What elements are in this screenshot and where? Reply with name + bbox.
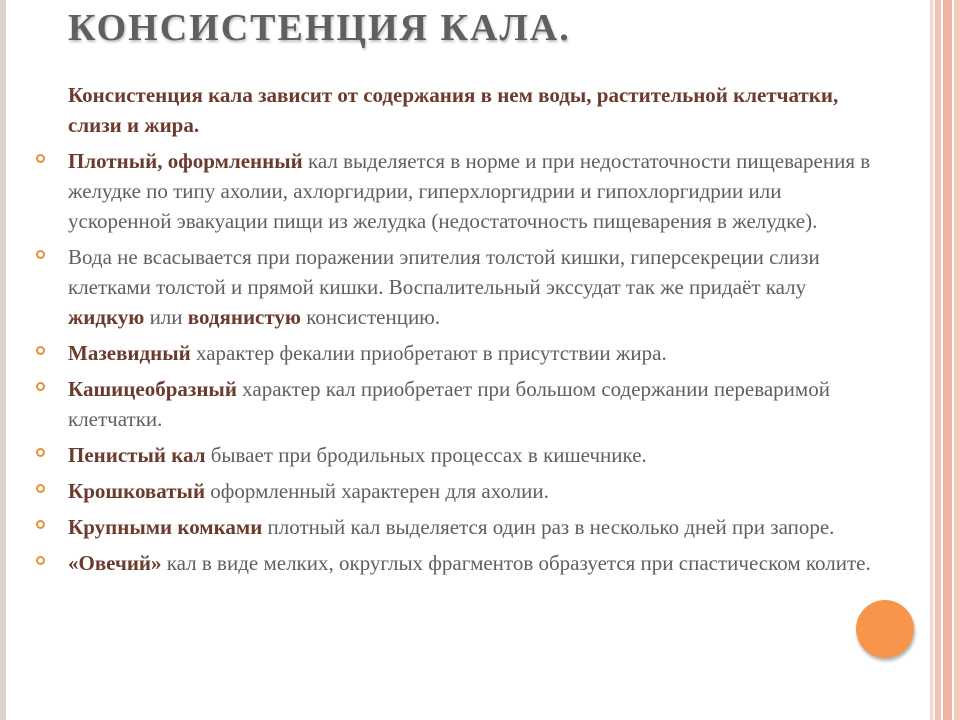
bullet-icon: [36, 484, 45, 493]
slide-title: КОНСИСТЕНЦИЯ КАЛА.: [68, 7, 571, 49]
list-item: [34, 374, 884, 434]
slide-content: [34, 80, 884, 578]
list-item: [34, 338, 884, 368]
bullet-icon: [36, 382, 45, 391]
item-text: оформленный характерен для ахолии.: [205, 479, 549, 503]
list-item: [34, 476, 884, 506]
item-bold: Крошковатый: [68, 479, 206, 503]
decorative-stripes: [930, 0, 960, 720]
list-item: [34, 242, 884, 332]
item-text: консистенцию.: [300, 305, 441, 329]
item-text: кал в виде мелких, округлых фрагментов образуется при спастическом колите.: [161, 551, 871, 575]
item-text: кал выделяется в норме и при недостаточности пищеварения в желудке по типу ахолии, ахлоргидрии, гиперхлоргидрии и гипохлоргидрии или ускоренной эвакуации пищи из желудка (недостаточность пищеварения в желудке).: [68, 149, 871, 233]
item-bold: жидкую: [68, 305, 145, 329]
list-item: [34, 548, 884, 578]
bullet-icon: [36, 346, 45, 355]
list-item: [34, 146, 884, 236]
item-text: плотный кал выделяется один раз в несколько дней при запоре.: [262, 515, 835, 539]
bullet-icon: [36, 556, 45, 565]
bullet-icon: [36, 154, 45, 163]
left-border: [0, 0, 6, 720]
item-bold: Плотный, оформленный: [68, 149, 303, 173]
item-text: характер кал приобретает при большом содержании переваримой клетчатки.: [68, 377, 830, 431]
bullet-icon: [36, 520, 45, 529]
item-text: или: [144, 305, 188, 329]
decorative-orange-circle: [856, 600, 914, 658]
list-item: [34, 512, 884, 542]
item-bold: Крупными комками: [68, 515, 263, 539]
item-bold: «Овечий»: [68, 551, 162, 575]
item-text: Вода не всасывается при поражении эпителия толстой кишки, гиперсекреции слизи клетками толстой и прямой кишки. Воспалительный экссудат так же придаёт калу: [68, 245, 820, 299]
list-item: [34, 440, 884, 470]
bullet-icon: [36, 448, 45, 457]
item-text: бывает при бродильных процессах в кишечнике.: [205, 443, 647, 467]
item-bold: Пенистый кал: [68, 443, 206, 467]
item-bold: Мазевидный: [68, 341, 191, 365]
item-bold: водянистую: [187, 305, 301, 329]
bullet-icon: [36, 250, 45, 259]
intro-text: Консистенция кала зависит от содержания в нем воды, растительной клетчатки, слизи и жира.: [68, 83, 839, 137]
item-bold: Кашицеобразный: [68, 377, 237, 401]
item-text: характер фекалии приобретают в присутствии жира.: [190, 341, 667, 365]
